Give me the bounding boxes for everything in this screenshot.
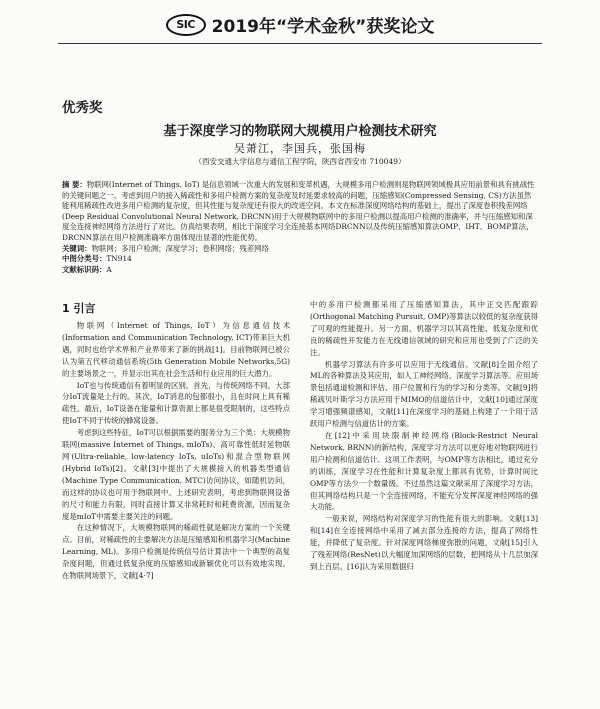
abstract [62, 180, 538, 244]
banner-divider [58, 43, 542, 44]
clc-number [62, 254, 538, 265]
abstract-text: 物联网(Internet of Things, IoT) 是信息领域一次重大的发展和变革机遇，大规模多用户检测则是物联网领域极具应用前景和具有挑战性的关键问题之一。考虑到用户的接入稀疏性和多用户检测方案的复杂度及时延要求较高的问题，压缩感知(Compressed Sensing, CS)方法虽然能利用稀疏性改进多用户检测的复杂度，但其性能与复杂度还有很大的改进空间。本文在标准深度网络结构的基础上，提出了深度卷积残差网络(Deep Residual Convolutional Neural Network, DRCNN)用于大规模物联网中的多用户检测以提高用户检测的准确率，并与压缩感知和深度全连接神经网络方法进行了对比。仿真结果表明，相比于深度学习全连接基本网络DRCNN以及传统压缩感知算法OMP、IHT、BOMP算法，DRCNN算法在用户检测准确率方面体现出显著的性能优势。 [62, 180, 535, 242]
abstract-label: 摘 要： [62, 180, 87, 189]
left-column [62, 302, 290, 582]
banner-title: 2019年“学术金秋”获奖论文 [211, 17, 435, 37]
paragraph: 机器学习算法有许多可以应用于无线通信。文献[8]全面介绍了ML的各种算法及其应用，如人工神经网络、深度学习算法等。应用场景包括通道检测和评估、用户位置和行为的学习和分类等。文献[9]将稀疏贝叶斯学习方法应用于MIMO的信道估计中，文献[10]通过深度学习增强频谱感知，文献[11]在深度学习的基础上构建了一个用于活跃用户检测与信道估计的方案。 [310, 359, 538, 429]
clc-value: TN914 [106, 254, 132, 264]
sic-logo-icon: SIC [166, 14, 206, 36]
section-heading: 1 引言 [62, 302, 96, 315]
affiliation: （西安交通大学信息与通信工程学院，陕西省西安市 710049） [194, 157, 406, 166]
document-code [62, 265, 538, 276]
paragraph: 物联网（Internet of Things, IoT）为信息通信技术(Information and Communication Technology, ICT)带来巨大机遇，同时也给学术界和产业界带来了新的挑战[1]。目前物联网已被公认为第五代移动通信系统(5th Generation Mobile Networks,5G)的主要场景之一，并显示出其在社会生活和行业应用的巨大潜力。 [62, 321, 290, 378]
paper-title: 基于深度学习的物联网大规模用户检测技术研究 [163, 124, 437, 139]
paragraph: 一般来说，网络结构对深度学习的性能有很大的影响。文献[13]和[14]在全连接网络中采用了减去部分连接的方法，提高了网络性能，并降低了复杂度。针对深度网络梯度弥散的问题，文献[15]引入了残差网络(ResNet)以大幅度加深网络的层数，把网络从十几层加深到上百层。[16]认为采用数据归 [310, 514, 538, 571]
keywords [62, 244, 538, 255]
author-list: 吴萧江，李国兵，张国梅 [234, 142, 366, 155]
paragraph: 在[12]中采用块限制神经网络(Block-Restrict Neural Network, BRNN)的新结构，深度学习方法可以更好地对物联网进行用户检测和信道估计。这项工作表明，与OMP等方法相比，通过充分的训练，深度学习在性能和计算复杂度上都具有优势，计算时间比OMP等方法少一个数量级。不过虽然这篇文献采用了深度学习方法，但其网络结构只是一个全连接网络，不能充分发挥深度神经网络的强大功能。 [310, 430, 538, 512]
right-column [310, 299, 538, 573]
award-label: 优秀奖 [62, 100, 103, 116]
keywords-label: 关键词： [62, 243, 92, 253]
doc-code-label: 文献标识码： [62, 264, 107, 274]
journal-banner [0, 12, 600, 37]
paragraph: IoT也与传统通信有着明显的区别。首先，与传统网络不同，大部分IoT流量是上行的。其次，IoT消息的包都很小，且在时间上具有稀疏性。最后，IoT设备在能量和计算资源上都是很受限制的，这些特点使IoT不同于传统的蜂窝设备。 [62, 380, 290, 426]
doc-code-value: A [106, 264, 112, 274]
front-matter [62, 180, 538, 275]
clc-label: 中图分类号： [62, 254, 107, 264]
paragraph: 中的多用户检测都采用了压缩感知算法，其中正交匹配跟踪(Orthogonal Matching Pursuit, OMP)等算法以较低的复杂度获得了可观的性能提升。另一方面，机器学习以其高性能、低复杂度和优良的稀疏性开发能力在无线通信领域的研究和应用也受到了广泛的关注。 [310, 300, 538, 357]
keywords-text: 物联网；多用户检测；深度学习；卷积网络；残差网络 [91, 243, 269, 253]
paragraph: 在这种情况下，大规模物联网的稀疏性就是解决方案的一个关键点。目前，对稀疏性的主要解决方法是压缩感知和机器学习(Machine Learning, ML)。多用户检测是传统信号估计算法中一个典型的高复杂度问题，但通过低复杂度的压缩感知或新颖优化可以有效地实现。在物联网场景下，文献[4-7] [62, 523, 290, 581]
paragraph: 考虑到这些特征，IoT可以根据需要的服务分为三个类：大规模物联网(massive Internet of Things, mIoTs)、高可靠性低时延物联网(Ultra-reliable, low-latency IoTs, uIoTs)和混合型物联网(Hybrid IoTs)[2]。文献[3]中提出了大规模接入的机器类型通信(Machine Type Communication, MTC)访问协议，如随机访问，而这样的协议也可用于物联网中。上述研究表明，考虑到物联网设备的尺寸和能力有限，同时直接计算又非常耗时和耗费资源，因而复杂度是mIoT中需要主要关注的问题。 [62, 428, 290, 521]
